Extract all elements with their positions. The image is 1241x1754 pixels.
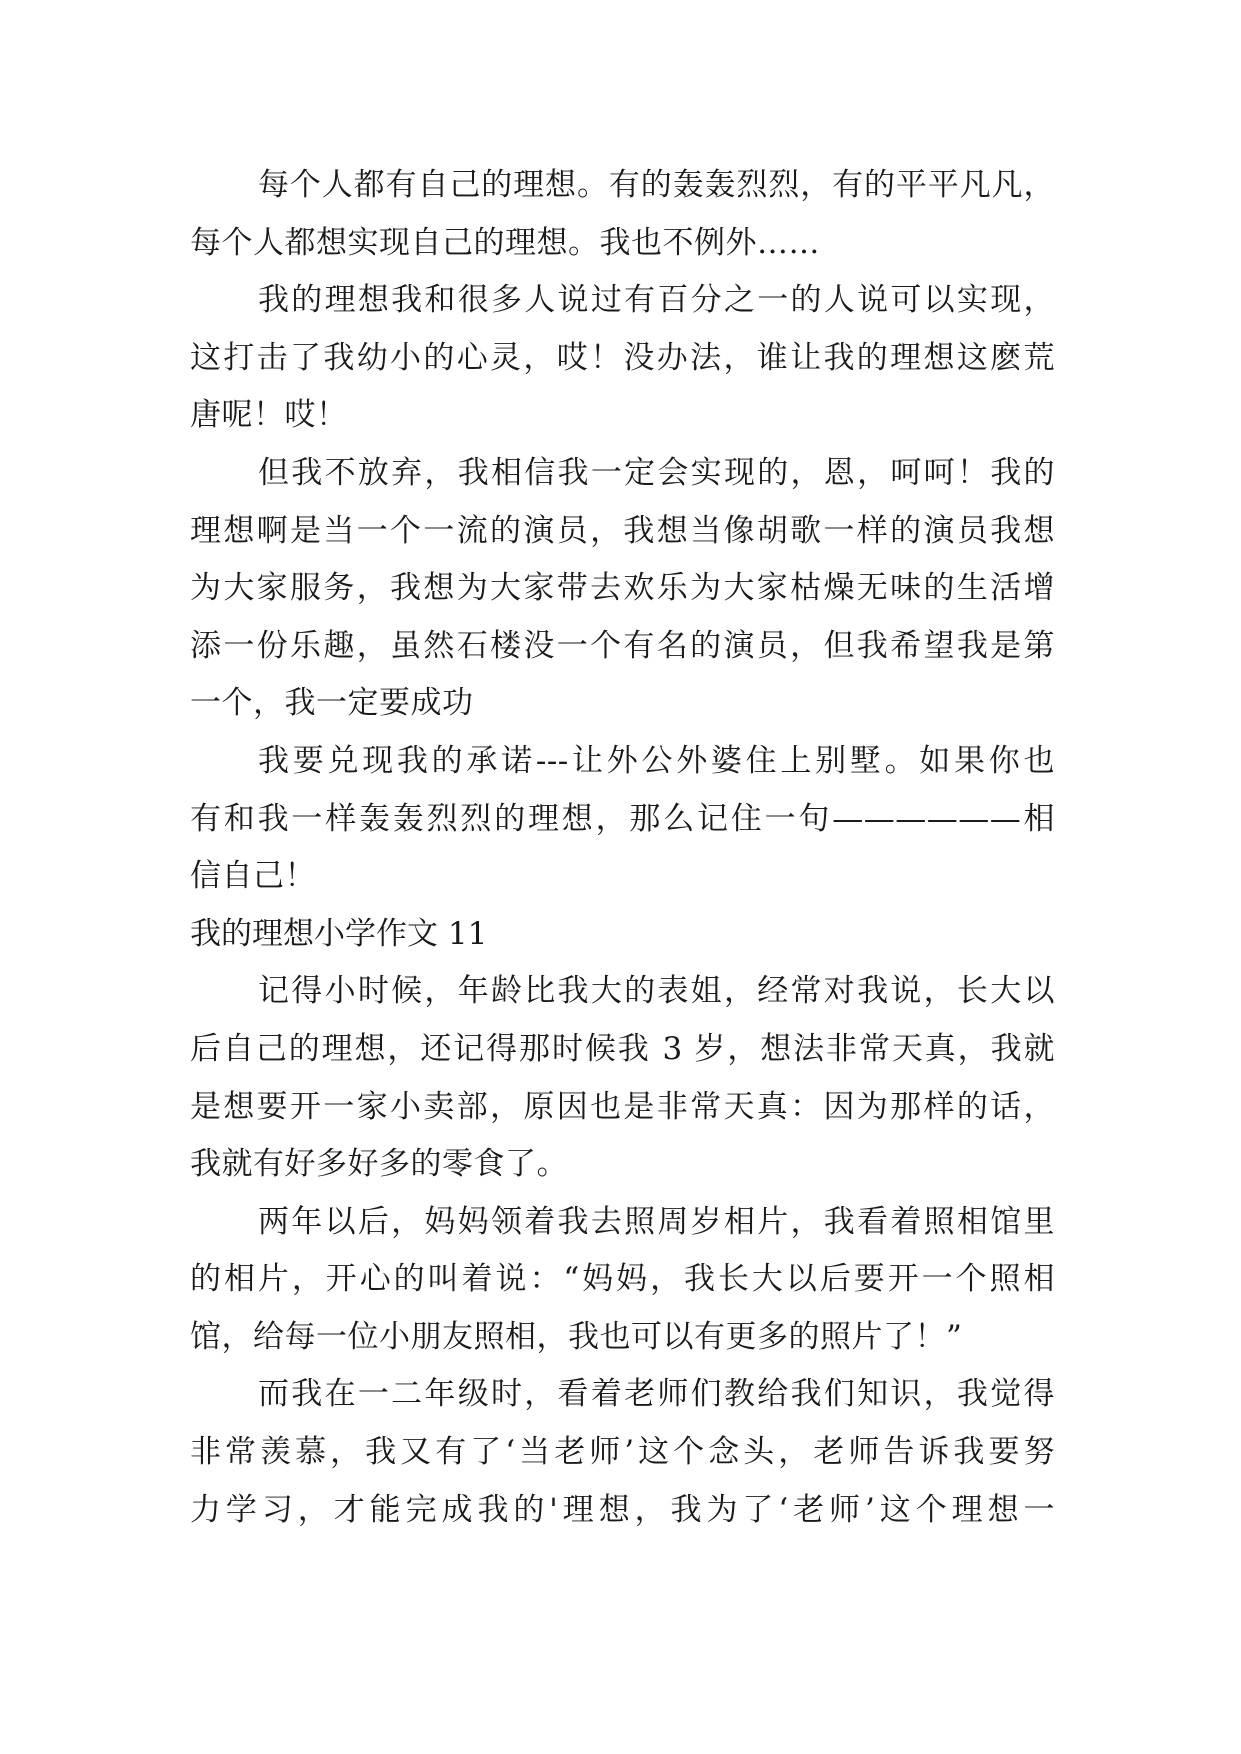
paragraph-5-line-4: 我就有好多好多的零食了。 bbox=[190, 1146, 568, 1183]
paragraph-6-line-2: 的相片，开心的叫着说：“妈妈，我长大以后要开一个照相 bbox=[190, 1261, 1055, 1298]
paragraph-7-line-2: 非常羡慕，我又有了‘当老师’这个念头，老师告诉我要努 bbox=[190, 1434, 1055, 1471]
paragraph-4-line-3: 信自己！ bbox=[190, 858, 316, 895]
paragraph-1-line-1: 每个人都有自己的理想。有的轰轰烈烈，有的平平凡凡， bbox=[258, 167, 1055, 203]
paragraph-7-line-3: 力学习，才能完成我的'理想，我为了‘老师’这个理想一 bbox=[190, 1491, 1055, 1528]
paragraph-4-line-2: 有和我一样轰轰烈烈的理想，那么记住一句——————相 bbox=[190, 800, 1055, 837]
paragraph-3-line-3: 为大家服务，我想为大家带去欢乐为大家枯燥无味的生活增 bbox=[190, 570, 1055, 607]
paragraph-2-line-1: 我的理想我和很多人说过有百分之一的人说可以实现， bbox=[258, 282, 1055, 319]
paragraph-5-line-2: 后自己的理想，还记得那时候我 3 岁，想法非常天真，我就 bbox=[190, 1030, 1055, 1067]
paragraph-7-line-1: 而我在一二年级时，看着老师们教给我们知识，我觉得 bbox=[258, 1376, 1055, 1413]
paragraph-2-line-2: 这打击了我幼小的心灵，哎！没办法，谁让我的理想这麽荒 bbox=[190, 339, 1055, 376]
paragraph-3-line-1: 但我不放弃，我相信我一定会实现的，恩，呵呵！我的 bbox=[258, 454, 1055, 491]
paragraph-3-line-4: 添一份乐趣，虽然石楼没一个有名的演员，但我希望我是第 bbox=[190, 627, 1055, 664]
paragraph-6-line-3: 馆，给每一位小朋友照相，我也可以有更多的照片了！” bbox=[190, 1318, 963, 1355]
paragraph-5-line-1: 记得小时候，年龄比我大的表姐，经常对我说，长大以 bbox=[258, 973, 1055, 1010]
paragraph-1-line-2: 每个人都想实现自己的理想。我也不例外…… bbox=[190, 224, 820, 261]
paragraph-4-line-1: 我要兑现我的承诺---让外公外婆住上别墅。如果你也 bbox=[258, 742, 1055, 779]
paragraph-3-line-2: 理想啊是当一个一流的演员，我想当像胡歌一样的演员我想 bbox=[190, 512, 1055, 549]
paragraph-3-line-5: 一个，我一定要成功 bbox=[190, 685, 474, 722]
paragraph-2-line-3: 唐呢！哎！ bbox=[190, 397, 348, 434]
paragraph-5-line-3: 是想要开一家小卖部，原因也是非常天真：因为那样的话， bbox=[190, 1088, 1055, 1125]
paragraph-6-line-1: 两年以后，妈妈领着我去照周岁相片，我看着照相馆里 bbox=[258, 1203, 1055, 1240]
document-page bbox=[190, 157, 1055, 1539]
essay-heading: 我的理想小学作文 11 bbox=[190, 915, 488, 952]
